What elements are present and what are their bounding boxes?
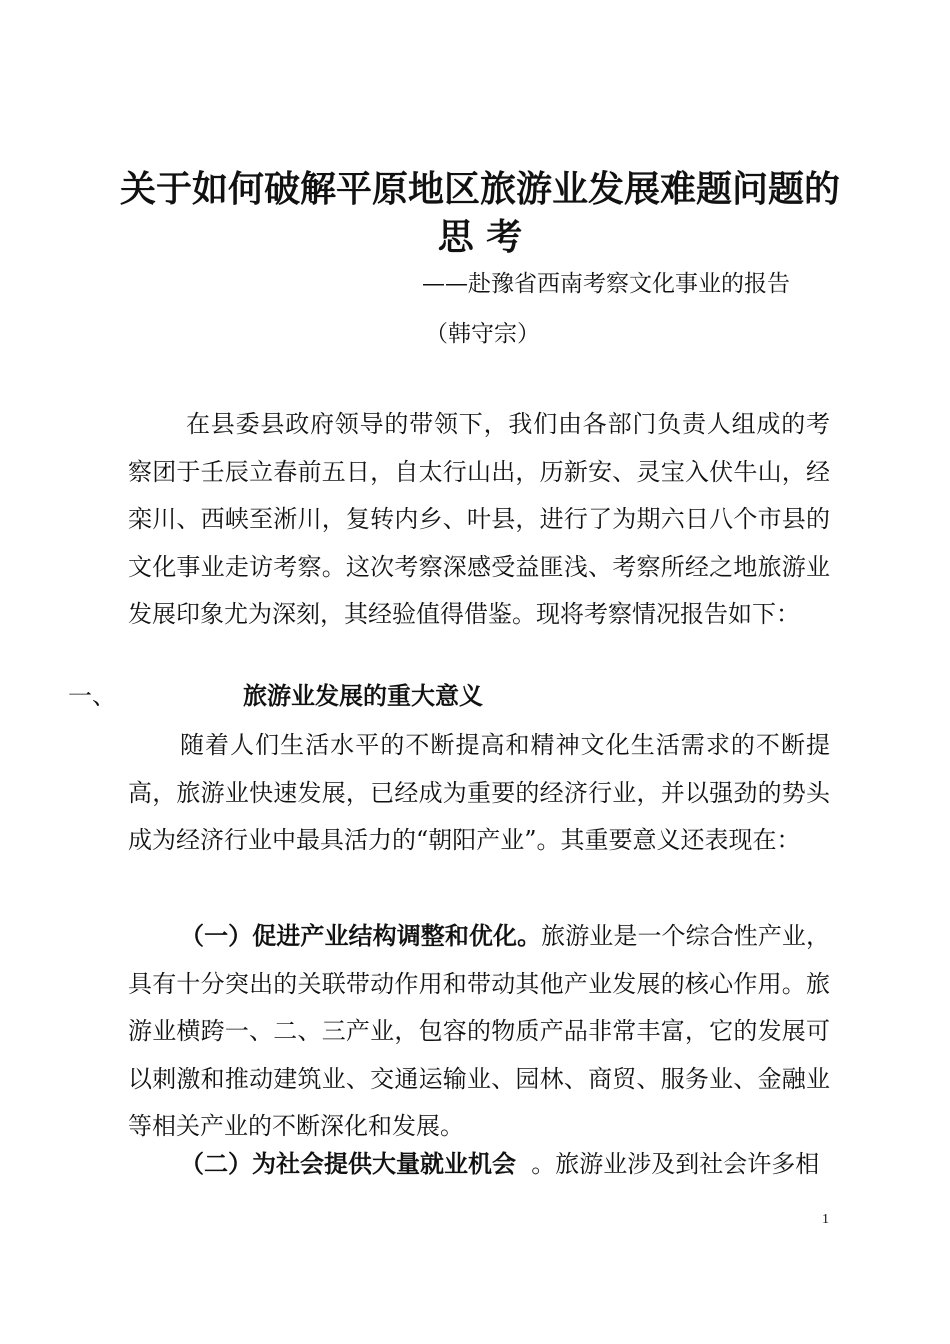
page-number: 1	[822, 1212, 829, 1227]
section-heading: 旅游业发展的重大意义	[243, 682, 483, 710]
point-heading-2: （二）为社会提供大量就业机会	[180, 1150, 516, 1178]
point-text-2: 。旅游业涉及到社会许多相	[516, 1150, 820, 1178]
section-paragraph: 随着人们生活水平的不断提高和精神文化生活需求的不断提高，旅游业快速发展，已经成为重要的经济行业，并以强劲的势头成为经济行业中最具活力的“朝阳产业”。其重要意义还表现在：	[128, 731, 830, 854]
document-subtitle: ——赴豫省西南考察文化事业的报告	[422, 271, 790, 297]
point-text-1: 旅游业是一个综合性产业，具有十分突出的关联带动作用和带动其他产业发展的核心作用。旅游业横跨一、二、三产业，包容的物质产品非常丰富，它的发展可以刺激和推动建筑业、交通运输业、园林、商贸、服务业、金融业等相关产业的不断深化和发展。	[128, 922, 831, 1140]
document-title-line-2: 思 考	[437, 217, 523, 258]
document-title-line-1: 关于如何破解平原地区旅游业发展难题问题的	[119, 169, 840, 210]
point-paragraph-1	[128, 913, 830, 1151]
document-author: （韩守宗）	[425, 321, 540, 347]
point-paragraph-2	[128, 1141, 830, 1189]
section-number: 一、	[68, 682, 116, 710]
intro-paragraph: 在县委县政府领导的带领下，我们由各部门负责人组成的考察团于壬辰立春前五日，自太行山出，历新安、灵宝入伏牛山，经栾川、西峡至淅川，复转内乡、叶县，进行了为期六日八个市县的文化事业走访考察。这次考察深感受益匪浅、考察所经之地旅游业发展印象尤为深刻，其经验值得借鉴。现将考察情况报告如下：	[128, 410, 830, 628]
point-heading-1: （一）促进产业结构调整和优化。	[180, 922, 542, 950]
